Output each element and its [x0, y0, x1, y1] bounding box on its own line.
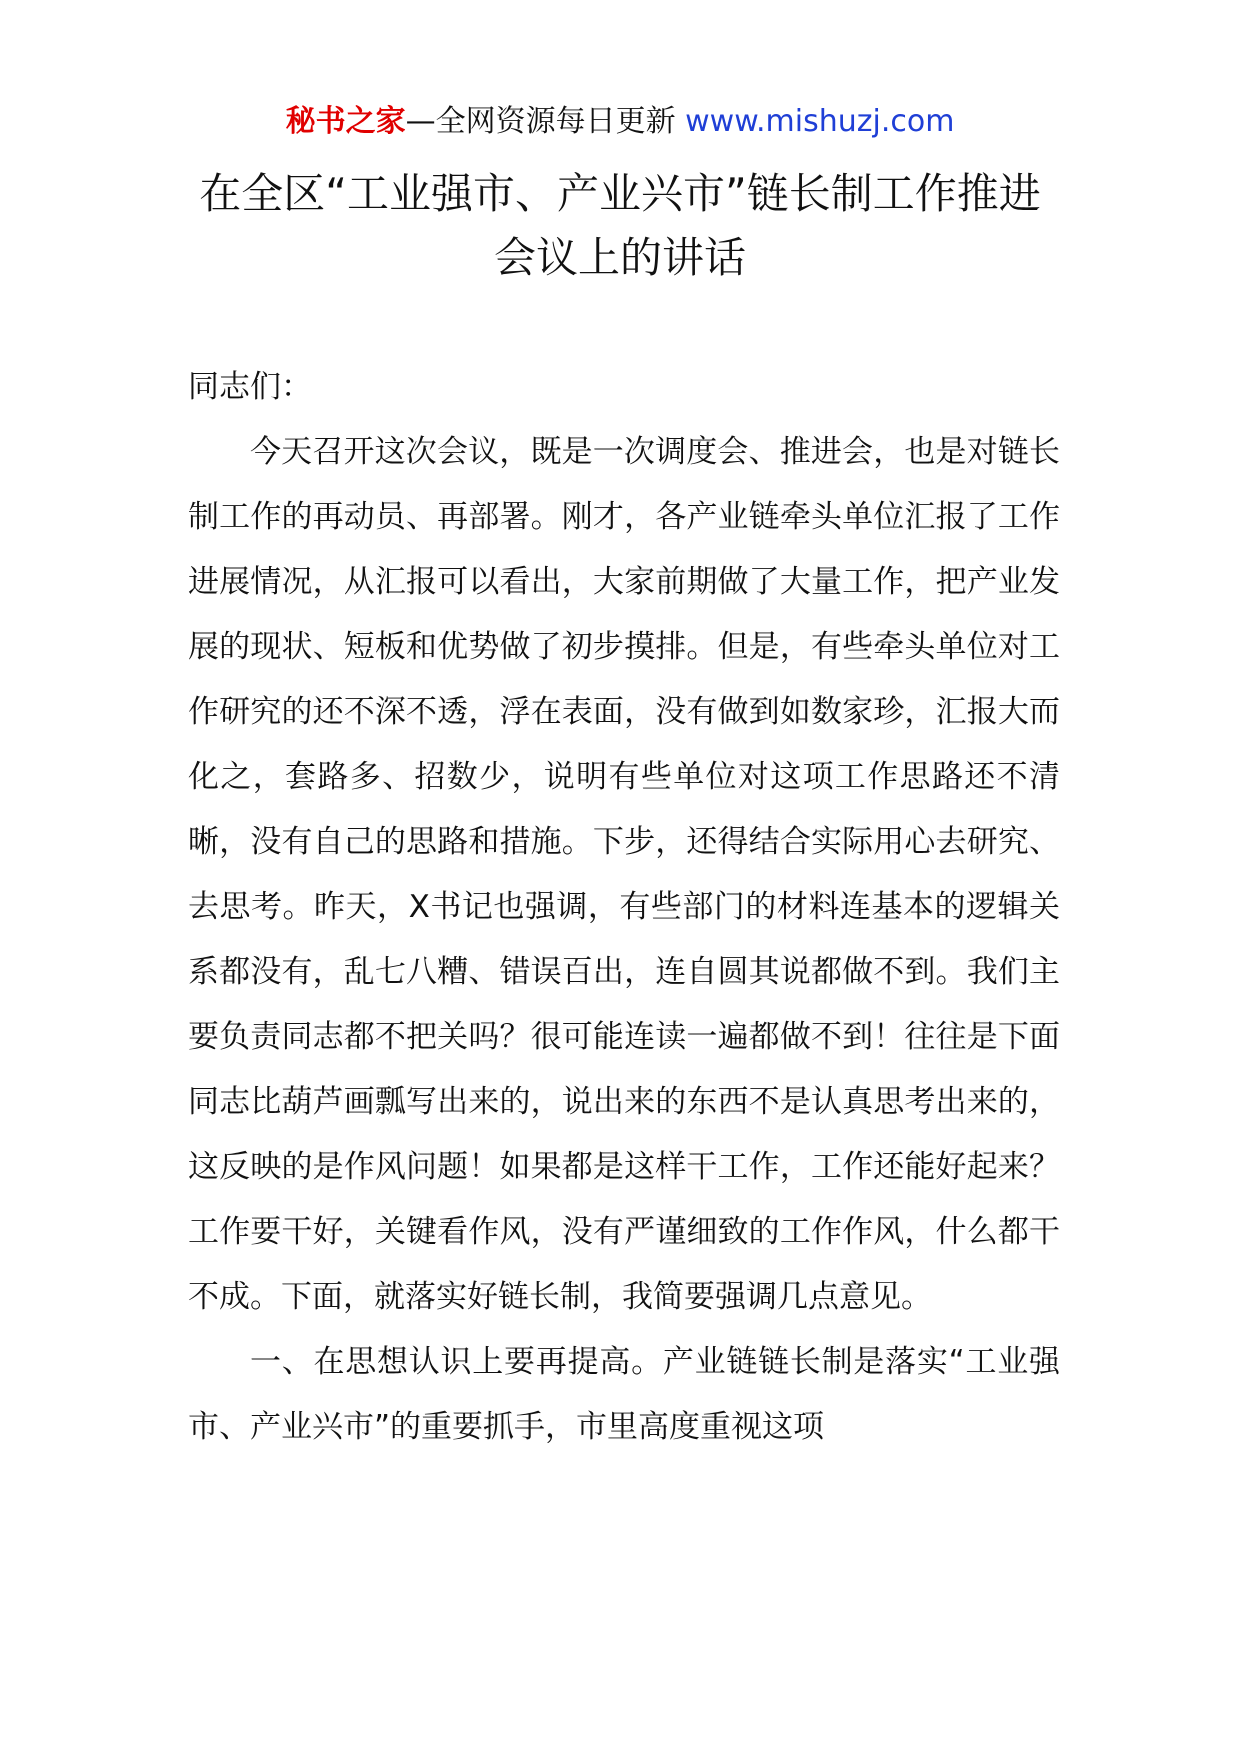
paragraph-1: 今天召开这次会议，既是一次调度会、推进会，也是对链长制工作的再动员、再部署。刚才，各产业链牵头单位汇报了工作进展情况，从汇报可以看出，大家前期做了大量工作，把产业发展的现状、短板和优势做了初步摸排。但是，有些牵头单位对工作研究的还不深不透，浮在表面，没有做到如数家珍，汇报大而化之，套路多、招数少，说明有些单位对这项工作思路还不清晰，没有自己的思路和措施。下步，还得结合实际用心去研究、去思考。昨天，X书记也强调，有些部门的材料连基本的逻辑关系都没有，乱七八糟、错误百出，连自圆其说都做不到。我们主要负责同志都不把关吗？很可能连读一遍都做不到！往往是下面同志比葫芦画瓢写出来的，说出来的东西不是认真思考出来的，这反映的是作风问题！如果都是这样干工作，工作还能好起来？工作要干好，关键看作风，没有严谨细致的工作作风，什么都干不成。下面，就落实好链长制，我简要强调几点意见。: [188, 434, 1060, 1315]
header-tagline: —全网资源每日更新: [405, 104, 676, 139]
site-url-link[interactable]: www.mishuzj.com: [685, 104, 955, 139]
document-body: [188, 355, 1060, 1460]
brand-name: 秘书之家: [285, 104, 406, 139]
document-title: 在全区“工业强市、产业兴市”链长制工作推进会议上的讲话: [199, 169, 1041, 282]
site-header: [0, 100, 1240, 144]
salutation: 同志们：: [188, 369, 312, 405]
paragraph-2: 一、在思想认识上要再提高。产业链链长制是落实“工业强市、产业兴市”的重要抓手，市里高度重视这项: [188, 1344, 1060, 1445]
